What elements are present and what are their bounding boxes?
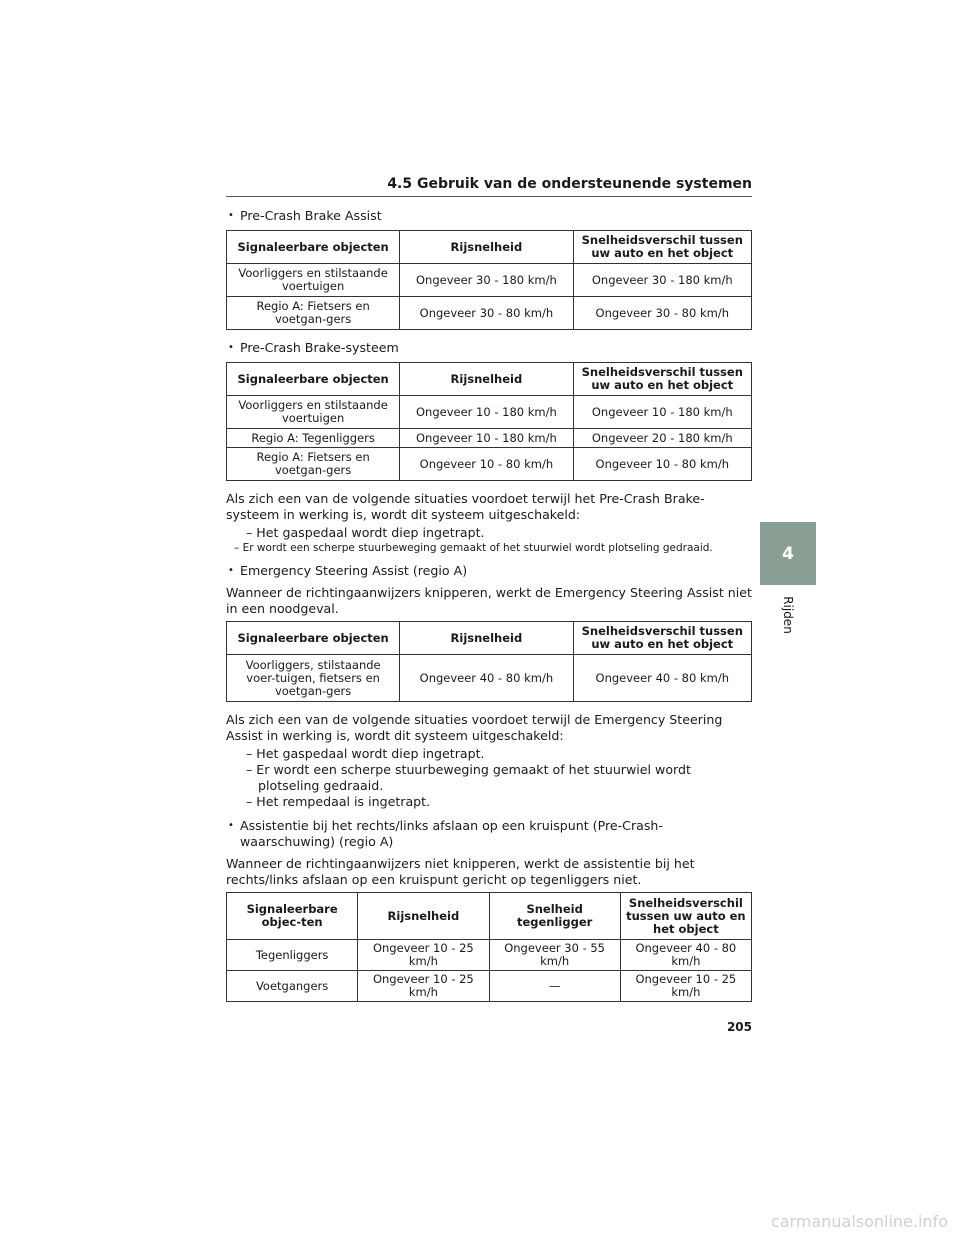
table-cell: Regio A: Tegenliggers	[227, 429, 400, 448]
header-cell: Signaleerbare objecten	[227, 363, 400, 396]
table-cell: Ongeveer 10 - 180 km/h	[573, 396, 752, 429]
table-pre-crash-brake-assist	[226, 230, 752, 330]
table-cell: Ongeveer 30 - 80 km/h	[400, 297, 573, 330]
chapter-number: 4	[782, 543, 794, 564]
table-cell: Ongeveer 30 - 180 km/h	[400, 264, 573, 297]
table-row	[227, 429, 752, 448]
table-row	[227, 940, 752, 971]
table-cell: Tegenliggers	[227, 940, 358, 971]
table-cell: Ongeveer 10 - 25 km/h	[620, 971, 751, 1002]
table-cell: Voetgangers	[227, 971, 358, 1002]
header-cell: Signaleerbare objec-ten	[227, 893, 358, 940]
table-row	[227, 297, 752, 330]
section-header: 4.5 Gebruik van de ondersteunende systemen	[226, 176, 752, 197]
bullet-turn-assist: • Assistentie bij het rechts/links afslaan op een kruispunt (Pre-Crash-waarschuwing) (regio A)	[226, 818, 752, 850]
table-emergency-steering-assist	[226, 621, 752, 702]
dash-item: – Het rempedaal is ingetrapt.	[246, 794, 431, 809]
table-turn-assist	[226, 892, 752, 1002]
paragraph-deactivation-pcs: Als zich een van de volgende situaties voordoet terwijl het Pre-Crash Brake-systeem in werking is, wordt dit systeem uitgeschakeld:	[226, 491, 705, 522]
table-row	[227, 448, 752, 481]
table-cell: Ongeveer 40 - 80 km/h	[400, 655, 573, 702]
header-cell: Signaleerbare objecten	[227, 231, 400, 264]
chapter-label	[760, 585, 816, 645]
table-cell: Ongeveer 30 - 180 km/h	[573, 264, 752, 297]
bullet-pre-crash-brake-assist: • Pre-Crash Brake Assist	[226, 208, 752, 224]
header-cell: Rijsnelheid	[358, 893, 489, 940]
dash-item: – Er wordt een scherpe stuurbeweging gemaakt of het stuurwiel wordt plotseling gedraaid.	[246, 762, 691, 793]
paragraph-esa-intro: Wanneer de richtingaanwijzers knipperen, werkt de Emergency Steering Assist niet in een noodgeval.	[226, 585, 752, 616]
table-row	[227, 396, 752, 429]
chapter-tab	[760, 522, 816, 585]
table-cell: Regio A: Fietsers en voetgan-gers	[227, 448, 400, 481]
table-cell: Ongeveer 10 - 25 km/h	[358, 940, 489, 971]
table-cell: Ongeveer 10 - 80 km/h	[400, 448, 573, 481]
table-cell: Voorliggers en stilstaande voertuigen	[227, 396, 400, 429]
header-cell: Snelheidsverschil tussen uw auto en het object	[573, 231, 752, 264]
table-header-row	[227, 231, 752, 264]
table-cell: Ongeveer 40 - 80 km/h	[573, 655, 752, 702]
table-row	[227, 971, 752, 1002]
header-cell: Snelheidsverschil tussen uw auto en het object	[573, 622, 752, 655]
header-cell: Snelheid tegenligger	[489, 893, 620, 940]
table-cell: Voorliggers en stilstaande voertuigen	[227, 264, 400, 297]
bullet-pre-crash-brake-systeem: • Pre-Crash Brake-systeem	[226, 340, 752, 356]
header-cell: Rijsnelheid	[400, 622, 573, 655]
bullet-emergency-steering-assist: • Emergency Steering Assist (regio A)	[226, 563, 752, 579]
header-cell: Snelheidsverschil tussen uw auto en het object	[620, 893, 751, 940]
table-header-row	[227, 363, 752, 396]
page-number: 205	[726, 1020, 752, 1034]
table-cell: Regio A: Fietsers en voetgan-gers	[227, 297, 400, 330]
paragraph-deactivation-esa: Als zich een van de volgende situaties voordoet terwijl de Emergency Steering Assist in werking is, wordt dit systeem uitgeschakeld:	[226, 712, 723, 743]
table-header-row	[227, 622, 752, 655]
header-cell: Rijsnelheid	[400, 231, 573, 264]
dash-item: – Het gaspedaal wordt diep ingetrapt.	[246, 746, 485, 761]
header-cell: Snelheidsverschil tussen uw auto en het object	[573, 363, 752, 396]
table-cell: Voorliggers, stilstaande voer-tuigen, fietsers en voetgan-gers	[227, 655, 400, 702]
table-cell: —	[489, 971, 620, 1002]
header-cell: Signaleerbare objecten	[227, 622, 400, 655]
paragraph-turn-assist-intro: Wanneer de richtingaanwijzers niet knipperen, werkt de assistentie bij het rechts/links afslaan op een kruispunt gericht op tegenliggers niet.	[226, 856, 695, 887]
dash-item: – Er wordt een scherpe stuurbeweging gemaakt of het stuurwiel wordt plotseling gedraaid.	[234, 542, 713, 554]
header-cell: Rijsnelheid	[400, 363, 573, 396]
dash-item: – Het gaspedaal wordt diep ingetrapt.	[246, 525, 485, 540]
table-cell: Ongeveer 30 - 55 km/h	[489, 940, 620, 971]
table-cell: Ongeveer 10 - 25 km/h	[358, 971, 489, 1002]
table-row	[227, 264, 752, 297]
table-row	[227, 655, 752, 702]
table-cell: Ongeveer 10 - 180 km/h	[400, 396, 573, 429]
page-content	[226, 208, 752, 1012]
table-cell: Ongeveer 10 - 80 km/h	[573, 448, 752, 481]
watermark: carmanualsonline.info	[770, 1212, 948, 1231]
table-pre-crash-brake-systeem	[226, 362, 752, 481]
table-header-row	[227, 893, 752, 940]
table-cell: Ongeveer 30 - 80 km/h	[573, 297, 752, 330]
chapter-label-text: Rijden	[781, 596, 795, 634]
table-cell: Ongeveer 10 - 180 km/h	[400, 429, 573, 448]
table-cell: Ongeveer 20 - 180 km/h	[573, 429, 752, 448]
table-cell: Ongeveer 40 - 80 km/h	[620, 940, 751, 971]
